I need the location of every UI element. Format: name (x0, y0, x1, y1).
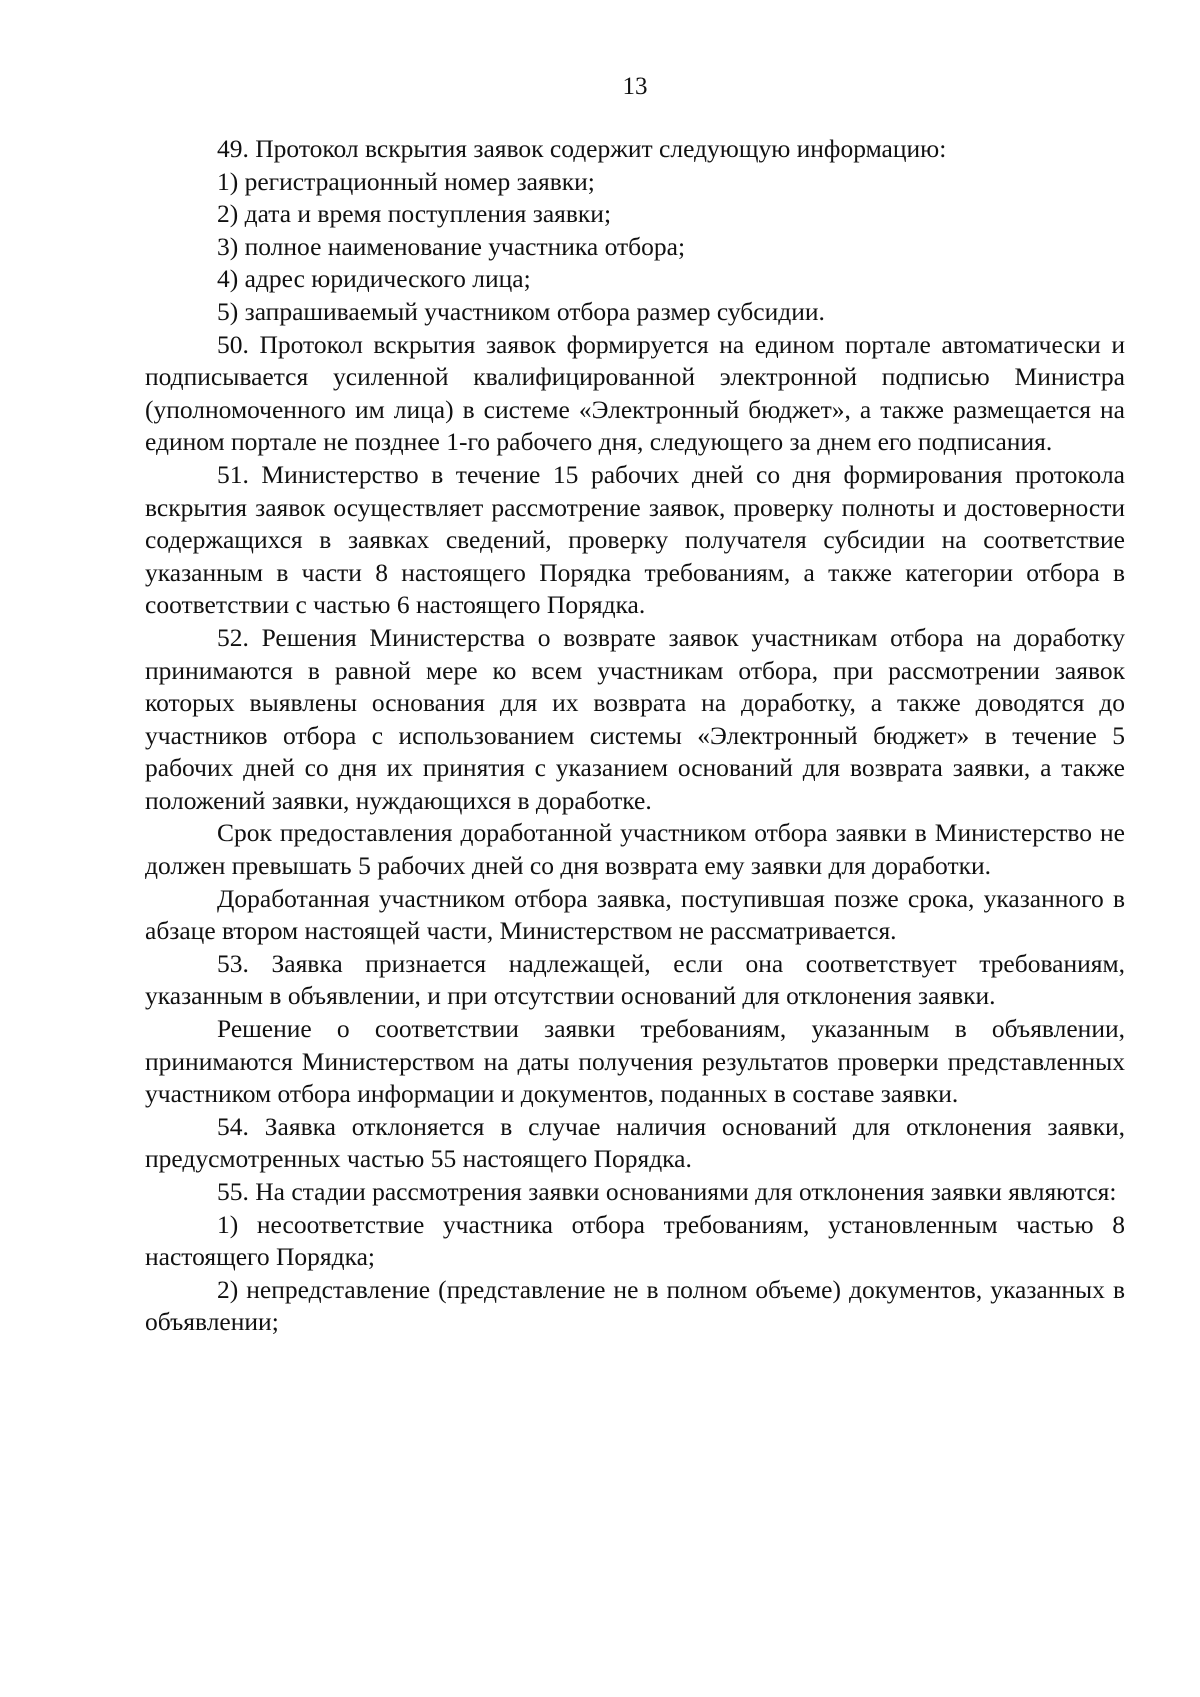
paragraph-51: 51. Министерство в течение 15 рабочих дней со дня формирования протокола вскрытия заявок осуществляет рассмотрение заявок, проверку полноты и достоверности содержащихся в заявках сведений, проверку получателя субсидии на соответствие указанным в части 8 настоящего Порядка требованиям, а также категории отбора в соответствии с частью 6 настоящего Порядка. (145, 459, 1125, 620)
paragraph-53: 53. Заявка признается надлежащей, если она соответствует требованиям, указанным в объявлении, и при отсутствии оснований для отклонения заявки. (145, 948, 1125, 1011)
paragraph-55: 55. На стадии рассмотрения заявки основаниями для отклонения заявки являются: (217, 1177, 1117, 1206)
paragraph-52-rework-deadline: Срок предоставления доработанной участником отбора заявки в Министерство не должен превышать 5 рабочих дней со дня возврата ему заявки для доработки. (145, 818, 1125, 881)
paragraph-53-decision: Решение о соответствии заявки требованиям, указанным в объявлении, принимаются Министерством на даты получения результатов проверки представленных участником отбора информации и документов, поданных в составе заявки. (145, 1014, 1125, 1109)
list-item-2: 2) дата и время поступления заявки; (217, 199, 612, 229)
paragraph-54: 54. Заявка отклоняется в случае наличия оснований для отклонения заявки, предусмотренных частью 55 настоящего Порядка. (145, 1111, 1125, 1174)
page-number: 13 (622, 73, 648, 100)
rejection-ground-2: 2) непредставление (представление не в полном объеме) документов, указанных в объявлении; (145, 1274, 1125, 1337)
list-item-4: 4) адрес юридического лица; (217, 264, 531, 294)
document-body (145, 133, 1125, 1339)
list-item-1: 1) регистрационный номер заявки; (217, 166, 595, 196)
paragraph-50: 50. Протокол вскрытия заявок формируется на едином портале автоматически и подписывается усиленной квалифицированной электронной подписью Министра (уполномоченного им лица) в системе «Электронный бюджет», а также размещается на едином портале не позднее 1-го рабочего дня, следующего за днем его подписания. (145, 329, 1125, 457)
list-item-5: 5) запрашиваемый участником отбора размер субсидии. (217, 296, 825, 326)
paragraph-52-late-submission: Доработанная участником отбора заявка, поступившая позже срока, указанного в абзаце втором настоящей части, Министерством не рассматривается. (145, 883, 1125, 946)
list-item-3: 3) полное наименование участника отбора; (217, 231, 686, 261)
paragraph-49: 49. Протокол вскрытия заявок содержит следующую информацию: (217, 134, 947, 163)
rejection-ground-1: 1) несоответствие участника отбора требованиям, установленным частью 8 настоящего Порядка; (145, 1209, 1125, 1272)
paragraph-52: 52. Решения Министерства о возврате заявок участникам отбора на доработку принимаются в равной мере ко всем участникам отбора, при рассмотрении заявок которых выявлены основания для их возврата на доработку, а также доводятся до участников отбора с использованием системы «Электронный бюджет» в течение 5 рабочих дней со дня их принятия с указанием оснований для возврата заявки, а также положений заявки, нуждающихся в доработке. (145, 622, 1125, 815)
